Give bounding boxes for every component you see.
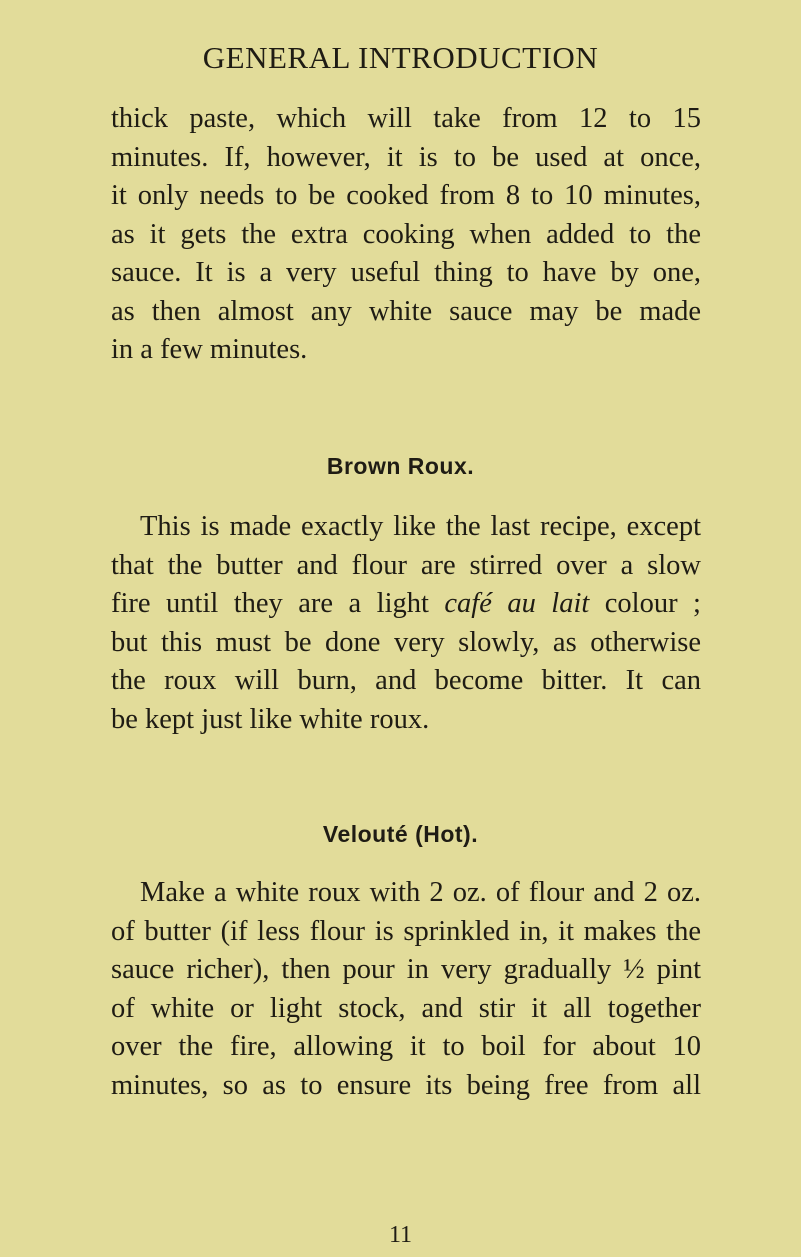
text-line: the roux will burn, and become bitter. It can xyxy=(111,665,701,696)
text-line: in a few minutes. xyxy=(111,334,308,365)
text-line: sauce richer), then pour in very gradually ½ pint xyxy=(111,954,701,985)
paragraph-roux-continued xyxy=(111,100,701,370)
text-line: it only needs to be cooked from 8 to 10 minutes, xyxy=(111,180,701,211)
page-number: 11 xyxy=(388,1222,413,1248)
text-line: sauce. It is a very useful thing to have by one, xyxy=(111,257,701,288)
text-line: over the fire, allowing it to boil for about 10 xyxy=(111,1031,701,1062)
text-line: that the butter and flour are stirred over a slow xyxy=(111,549,701,581)
heading-veloute: Velouté (Hot). xyxy=(322,821,479,847)
running-head: GENERAL INTRODUCTION xyxy=(202,40,599,75)
text-line: as it gets the extra cooking when added to the xyxy=(111,218,701,250)
text-line: minutes. If, however, it is to be used at once, xyxy=(111,141,701,173)
text-line: but this must be done very slowly, as otherwise xyxy=(111,626,701,658)
text-line xyxy=(111,585,701,624)
text-line: minutes, so as to ensure its being free from all xyxy=(111,1069,701,1101)
paragraph-brown-roux xyxy=(111,508,701,739)
text-line: Make a white roux with 2 oz. of flour and 2 oz. xyxy=(140,877,701,908)
text-run: fire until they are a light xyxy=(111,588,445,619)
text-line: of butter (if less flour is sprinkled in, it makes the xyxy=(111,915,701,947)
text-line: thick paste, which will take from 12 to 15 xyxy=(111,103,701,134)
paragraph-veloute xyxy=(111,874,701,1105)
text-line: as then almost any white sauce may be made xyxy=(111,295,701,327)
text-line: This is made exactly like the last recipe, except xyxy=(140,511,701,542)
text-run: colour ; xyxy=(589,588,701,619)
text-line: of white or light stock, and stir it all together xyxy=(111,992,701,1024)
heading-brown-roux: Brown Roux. xyxy=(326,453,475,479)
text-line: be kept just like white roux. xyxy=(111,703,430,735)
italic-phrase: café au lait xyxy=(444,588,590,619)
